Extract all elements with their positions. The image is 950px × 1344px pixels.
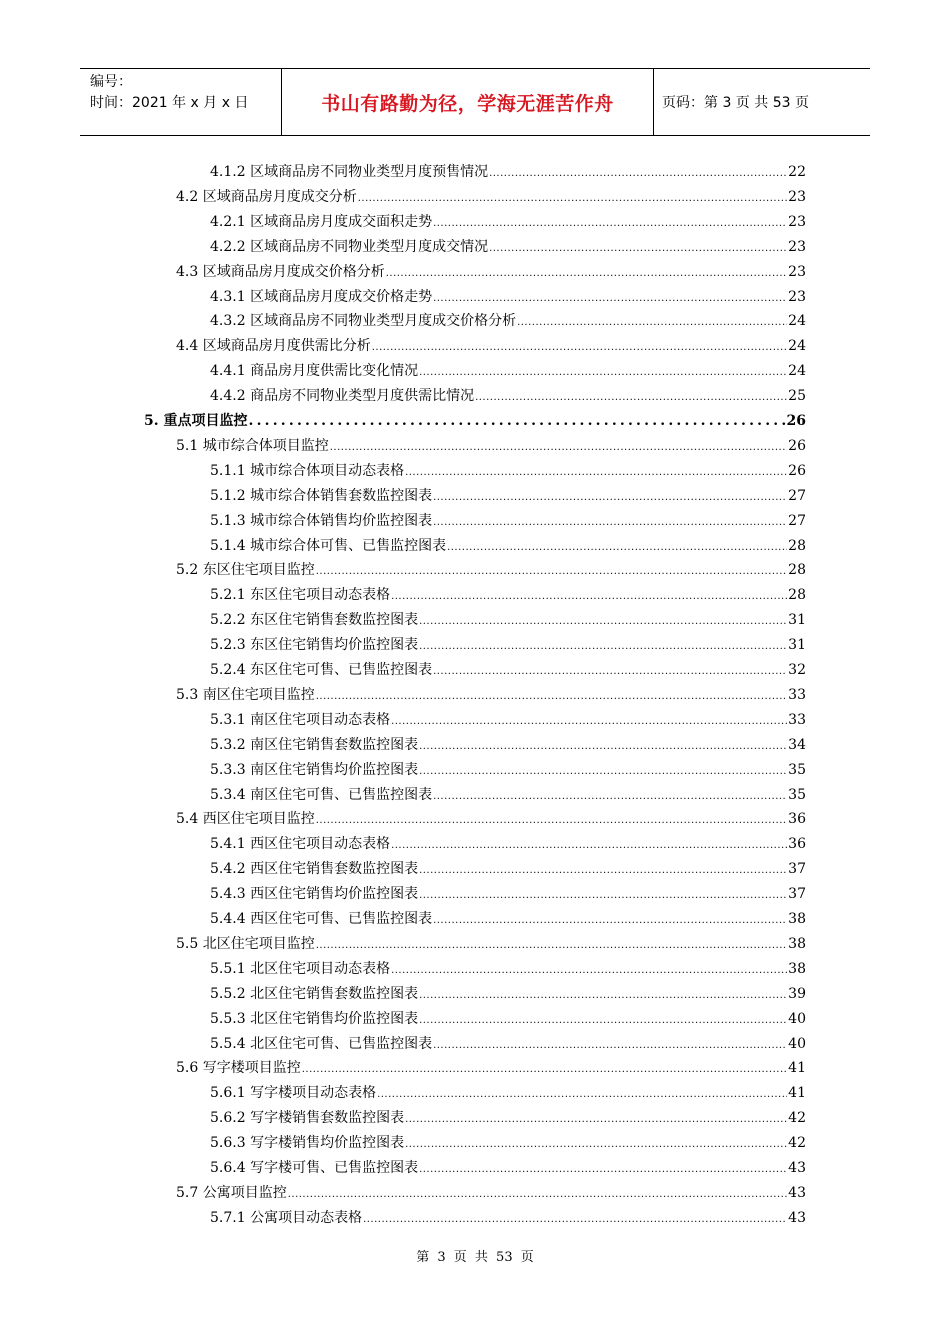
- toc-entry[interactable]: [176, 681, 806, 705]
- toc-leader-dots: [288, 1187, 787, 1203]
- toc-leader-dots: [447, 540, 787, 556]
- toc-leader-dots: [419, 1013, 787, 1029]
- toc-entry-page: 37: [788, 886, 806, 903]
- toc-entry-page: 42: [788, 1135, 806, 1152]
- toc-leader-dots: [475, 390, 787, 406]
- toc-entry-page: 37: [788, 861, 806, 878]
- toc-entry-page: 24: [788, 338, 806, 355]
- toc-leader-dots: [517, 315, 787, 331]
- toc-leader-dots: [419, 614, 787, 630]
- toc-entry[interactable]: [210, 233, 806, 257]
- toc-entry[interactable]: [210, 1030, 806, 1054]
- toc-leader-dots: [372, 340, 787, 356]
- toc-leader-dots: [405, 1137, 787, 1153]
- toc-entry-page: 43: [788, 1209, 806, 1226]
- toc-entry-title: 5.2.4 东区住宅可售、已售监控图表: [210, 662, 433, 678]
- toc-leader-dots: [391, 963, 787, 979]
- toc-entry-title: 4.3 区域商品房月度成交价格分析: [176, 263, 385, 280]
- header-page-info: 页码：第 3 页 共 53 页: [662, 95, 809, 111]
- toc-entry-title: 5.3.1 南区住宅项目动态表格: [210, 711, 391, 728]
- toc-leader-dots: [419, 988, 787, 1004]
- toc-entry-title: 4.4.2 商品房不同物业类型月度供需比情况: [210, 388, 475, 405]
- toc-entry-title: 5.2.2 东区住宅销售套数监控图表: [210, 612, 419, 629]
- toc-leader-dots: [316, 689, 787, 705]
- page-header: [80, 68, 870, 136]
- toc-entry[interactable]: [210, 307, 806, 331]
- toc-entry-title: 5.1.3 城市综合体销售均价监控图表: [210, 512, 433, 529]
- toc-entry-title: 4.1.2 区域商品房不同物业类型月度预售情况: [210, 164, 489, 180]
- toc-entry[interactable]: [210, 1129, 806, 1153]
- toc-leader-dots: [433, 490, 787, 506]
- toc-entry[interactable]: [210, 606, 806, 630]
- toc-entry-title: 5.6.3 写字楼销售均价监控图表: [210, 1135, 405, 1152]
- toc-entry[interactable]: [210, 880, 806, 904]
- toc-entry-title: 5.5.4 北区住宅可售、已售监控图表: [210, 1035, 433, 1052]
- toc-leader-dots: [363, 1212, 787, 1228]
- toc-entry[interactable]: [176, 258, 806, 282]
- toc-entry[interactable]: [210, 357, 806, 381]
- toc-entry-page: 31: [788, 612, 806, 629]
- toc-entry-page: 36: [788, 836, 806, 853]
- toc-entry[interactable]: [176, 556, 806, 580]
- toc-entry-title: 5.3 南区住宅项目监控: [176, 686, 315, 703]
- toc-leader-dots: [419, 639, 787, 655]
- toc-entry[interactable]: [210, 208, 806, 232]
- toc-entry-page: 24: [788, 363, 806, 380]
- toc-entry-title: 5.4.4 西区住宅可售、已售监控图表: [210, 911, 433, 927]
- toc-entry[interactable]: [176, 805, 806, 829]
- toc-entry-page: 28: [788, 562, 806, 579]
- toc-entry-title: 5. 重点项目监控: [144, 413, 248, 429]
- toc-entry-page: 34: [788, 736, 806, 753]
- toc-entry[interactable]: [210, 955, 806, 979]
- toc-leader-dots: [377, 1087, 787, 1103]
- toc-entry-page: 41: [788, 1060, 806, 1077]
- toc-leader-dots: [316, 813, 787, 829]
- toc-leader-dots: [419, 888, 787, 904]
- toc-entry-title: 5.6.1 写字楼项目动态表格: [210, 1085, 377, 1102]
- toc-entry-page: 26: [788, 437, 806, 454]
- toc-entry-title: 5.4.1 西区住宅项目动态表格: [210, 836, 391, 853]
- toc-entry-page: 33: [788, 711, 806, 728]
- toc-entry[interactable]: [210, 731, 806, 755]
- toc-entry[interactable]: [176, 432, 806, 456]
- toc-leader-dots: [433, 789, 787, 805]
- toc-entry-page: 31: [788, 637, 806, 654]
- header-code-label: 编号：: [90, 74, 132, 90]
- toc-entry-page: 38: [788, 960, 806, 977]
- toc-entry-title: 4.4.1 商品房月度供需比变化情况: [210, 363, 419, 380]
- toc-entry[interactable]: [210, 1204, 806, 1228]
- toc-entry[interactable]: [210, 1079, 806, 1103]
- toc-leader-dots: [386, 266, 787, 282]
- toc-entry-title: 5.3.4 南区住宅可售、已售监控图表: [210, 786, 433, 803]
- toc-entry[interactable]: [210, 1005, 806, 1029]
- toc-entry[interactable]: [210, 283, 806, 307]
- toc-leader-dots: [489, 241, 787, 257]
- toc-leader-dots: [419, 1162, 787, 1178]
- toc-entry[interactable]: [210, 905, 806, 929]
- toc-entry-title: 5.1.2 城市综合体销售套数监控图表: [210, 487, 433, 504]
- toc-leader-dots: [433, 913, 787, 929]
- toc-entry[interactable]: [176, 930, 806, 954]
- toc-entry-page: 43: [788, 1160, 806, 1176]
- toc-entry[interactable]: [144, 407, 806, 431]
- header-motto: 书山有路勤为径，学海无涯苦作舟: [321, 92, 614, 115]
- toc-entry-title: 5.3.3 南区住宅销售均价监控图表: [210, 761, 419, 778]
- toc-entry-page: 27: [788, 487, 806, 504]
- toc-leader-dots: [405, 1112, 787, 1128]
- toc-entry[interactable]: [210, 457, 806, 481]
- toc-entry-title: 5.4.3 西区住宅销售均价监控图表: [210, 886, 419, 903]
- toc-leader-dots: [433, 1038, 787, 1054]
- toc-entry-title: 5.6 写字楼项目监控: [176, 1060, 301, 1077]
- toc-leader-dots: [419, 764, 787, 780]
- toc-entry[interactable]: [176, 1179, 806, 1203]
- toc-entry-title: 4.4 区域商品房月度供需比分析: [176, 338, 371, 355]
- toc-entry-title: 5.5 北区住宅项目监控: [176, 935, 315, 952]
- page-footer: 第 3 页 共 53 页: [416, 1250, 534, 1265]
- toc-entry-page: 26: [788, 462, 806, 479]
- toc-entry[interactable]: [210, 706, 806, 730]
- toc-entry[interactable]: [176, 332, 806, 356]
- toc-entry-page: 23: [788, 188, 806, 205]
- toc-leader-dots: [405, 465, 787, 481]
- toc-entry-page: 26: [786, 413, 806, 429]
- toc-entry-page: 25: [788, 388, 806, 405]
- toc-entry-title: 5.2.1 东区住宅项目动态表格: [210, 587, 391, 604]
- toc-entry-title: 5.5.3 北区住宅销售均价监控图表: [210, 1010, 419, 1027]
- toc-entry-page: 41: [788, 1085, 806, 1102]
- toc-entry[interactable]: [176, 1054, 806, 1078]
- toc-leader-dots: [316, 564, 787, 580]
- toc-entry-title: 5.5.2 北区住宅销售套数监控图表: [210, 985, 419, 1002]
- toc-entry-page: 28: [788, 587, 806, 604]
- toc-entry-title: 5.1 城市综合体项目监控: [176, 437, 329, 454]
- toc-entry-title: 4.2.2 区域商品房不同物业类型月度成交情况: [210, 238, 489, 255]
- toc-entry-page: 35: [788, 786, 806, 803]
- toc-leader-dots: [433, 291, 787, 307]
- toc-entry[interactable]: [210, 482, 806, 506]
- toc-entry-title: 5.3.2 南区住宅销售套数监控图表: [210, 736, 419, 753]
- toc-leader-dots: [419, 365, 787, 381]
- toc-entry-page: 39: [788, 985, 806, 1002]
- toc-entry[interactable]: [210, 1154, 806, 1178]
- toc-entry[interactable]: [210, 855, 806, 879]
- toc-leader-dots: [433, 216, 787, 232]
- toc-entry[interactable]: [210, 781, 806, 805]
- toc-entry-title: 4.3.2 区域商品房不同物业类型月度成交价格分析: [210, 313, 517, 330]
- toc-entry-title: 4.2.1 区域商品房月度成交面积走势: [210, 213, 433, 230]
- toc-entry-page: 32: [788, 662, 806, 678]
- toc-entry[interactable]: [210, 656, 806, 680]
- toc-entry-title: 5.4 西区住宅项目监控: [176, 811, 315, 828]
- toc-entry[interactable]: [210, 507, 806, 531]
- toc-entry-page: 36: [788, 811, 806, 828]
- toc-leader-dots: [316, 938, 787, 954]
- toc-entry-page: 23: [788, 213, 806, 230]
- header-page-cell: [654, 69, 870, 135]
- toc-entry[interactable]: [210, 581, 806, 605]
- toc-leader-dots: [391, 714, 787, 730]
- toc-entry-page: 24: [788, 313, 806, 330]
- toc-entry-title: 5.1.4 城市综合体可售、已售监控图表: [210, 537, 447, 554]
- toc-leader-dots: [330, 440, 787, 456]
- toc-entry-page: 28: [788, 537, 806, 554]
- toc-entry[interactable]: [210, 1104, 806, 1128]
- toc-entry-title: 5.2 东区住宅项目监控: [176, 562, 315, 579]
- toc-entry-title: 4.3.1 区域商品房月度成交价格走势: [210, 288, 433, 305]
- toc-entry[interactable]: [176, 183, 806, 207]
- toc-entry-title: 5.1.1 城市综合体项目动态表格: [210, 462, 405, 479]
- toc-entry-title: 5.7.1 公寓项目动态表格: [210, 1209, 363, 1226]
- toc-entry-page: 23: [788, 288, 806, 305]
- toc-entry-title: 5.6.2 写字楼销售套数监控图表: [210, 1110, 405, 1127]
- toc-entry-page: 40: [788, 1010, 806, 1027]
- toc-entry-title: 5.6.4 写字楼可售、已售监控图表: [210, 1160, 419, 1176]
- toc-entry-title: 5.4.2 西区住宅销售套数监控图表: [210, 861, 419, 878]
- toc-entry[interactable]: [210, 756, 806, 780]
- toc-leader-dots: [489, 166, 787, 182]
- header-motto-cell: [281, 69, 654, 135]
- toc-entry-page: 22: [788, 164, 806, 180]
- toc-leader-dots: [419, 739, 787, 755]
- toc-leader-dots: [419, 863, 787, 879]
- toc-entry-page: 42: [788, 1110, 806, 1127]
- toc-entry-page: 40: [788, 1035, 806, 1052]
- toc-leader-dots: [358, 191, 787, 207]
- toc-leader-dots: [433, 515, 787, 531]
- toc-entry-page: 35: [788, 761, 806, 778]
- toc-entry-title: 4.2 区域商品房月度成交分析: [176, 188, 357, 205]
- toc-entry-page: 43: [788, 1184, 806, 1201]
- toc-entry[interactable]: [210, 158, 806, 182]
- toc-entry[interactable]: [210, 631, 806, 655]
- toc-entry[interactable]: [210, 830, 806, 854]
- toc-leader-dots: [433, 664, 787, 680]
- toc-entry-page: 23: [788, 263, 806, 280]
- toc-entry-page: 23: [788, 238, 806, 255]
- toc-entry-page: 38: [788, 935, 806, 952]
- toc-entry[interactable]: [210, 980, 806, 1004]
- toc-leader-dots: [391, 589, 787, 605]
- toc-leader-dots: [302, 1062, 787, 1078]
- toc-entry-title: 5.7 公寓项目监控: [176, 1184, 287, 1201]
- header-time-label: 时间：2021 年 x 月 x 日: [90, 95, 249, 111]
- toc-entry-page: 33: [788, 686, 806, 703]
- toc-entry-page: 27: [788, 512, 806, 529]
- toc-entry[interactable]: [210, 382, 806, 406]
- toc-entry[interactable]: [210, 532, 806, 556]
- toc-leader-dots: [391, 838, 787, 854]
- toc-entry-title: 5.2.3 东区住宅销售均价监控图表: [210, 637, 419, 654]
- toc-leader-dots: [249, 411, 786, 431]
- toc-entry-page: 38: [788, 911, 806, 927]
- toc-entry-title: 5.5.1 北区住宅项目动态表格: [210, 960, 391, 977]
- header-info-cell: [80, 69, 281, 135]
